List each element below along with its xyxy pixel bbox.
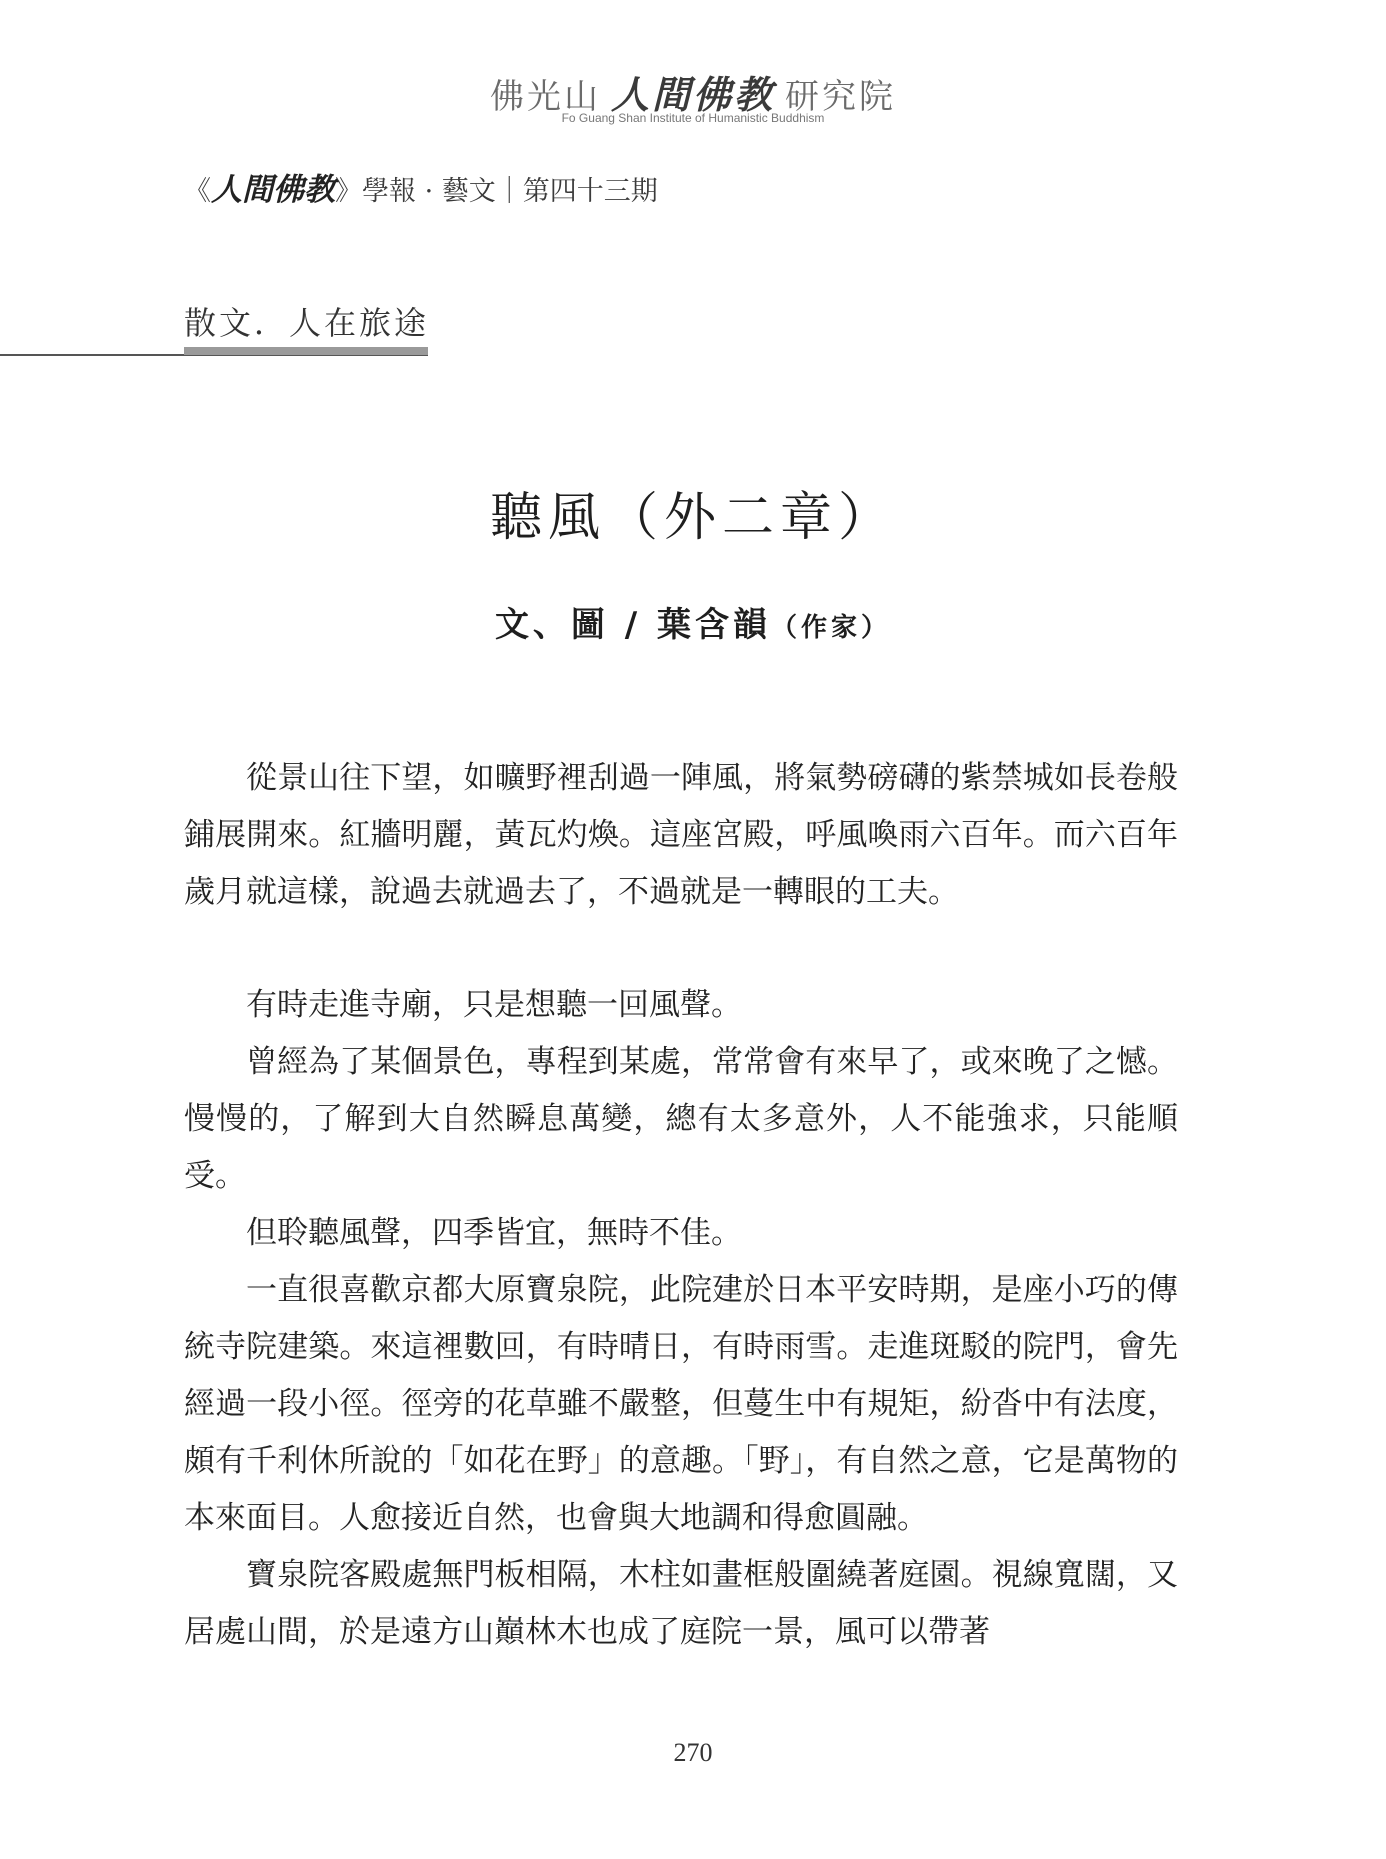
author-credit: 文、圖 / 葉含韻	[494, 605, 772, 645]
institute-name-right: 研究院	[785, 77, 896, 117]
paragraph-5: 一直很喜歡京都大原寶泉院，此院建於日本平安時期，是座小巧的傳統寺院建築。來這裡數回，有時晴日，有時雨雪。走進斑駁的院門，會先經過一段小徑。徑旁的花草雖不嚴整，但蔓生中有規矩，紛沓中有法度，頗有千利休所說的「如花在野」的意趣。「野」，有自然之意，它是萬物的本來面目。人愈接近自然，也會與大地調和得愈圓融。	[184, 1272, 1178, 1536]
section-label: 散文．人在旅途	[184, 304, 430, 342]
paragraph-1: 從景山往下望，如曠野裡刮過一陣風，將氣勢磅礴的紫禁城如長卷般鋪展開來。紅牆明麗，黃瓦灼煥。這座宮殿，呼風喚雨六百年。而六百年歲月就這樣，說過去就過去了，不過就是一轉眼的工夫。	[184, 760, 1178, 910]
institute-name-left: 佛光山	[489, 77, 601, 117]
paragraph-4: 但聆聽風聲，四季皆宜，無時不佳。	[246, 1215, 742, 1251]
paragraph-3: 曾經為了某個景色，專程到某處，常常會有來早了，或來晚了之憾。慢慢的，了解到大自然瞬息萬變，總有太多意外，人不能強求，只能順受。	[184, 1044, 1178, 1194]
paragraph-2: 有時走進寺廟，只是想聽一回風聲。	[246, 987, 742, 1023]
article-byline	[0, 597, 1386, 646]
paragraph-gap	[184, 921, 1178, 977]
section-underline-bar	[184, 347, 428, 355]
institute-logo-text: 人間佛教	[610, 72, 775, 117]
institute-english-name: Fo Guang Shan Institute of Humanistic Buddhism	[561, 111, 825, 125]
author-affiliation: （作家）	[771, 613, 892, 643]
paragraph-6: 寶泉院客殿處無門板相隔，木柱如畫框般圍繞著庭園。視線寬闊，又居處山間，於是遠方山巔林木也成了庭院一景，風可以帶著	[184, 1557, 1178, 1650]
journal-issue: 》學報 · 藝文｜第四十三期	[335, 176, 658, 207]
article-title: 聽風（外二章）	[489, 488, 896, 548]
journal-open-bracket: 《	[184, 176, 211, 207]
article-body	[184, 750, 1178, 1661]
page-number: 270	[673, 1738, 713, 1767]
journal-name: 人間佛教	[211, 172, 335, 208]
journal-running-head	[184, 164, 658, 209]
